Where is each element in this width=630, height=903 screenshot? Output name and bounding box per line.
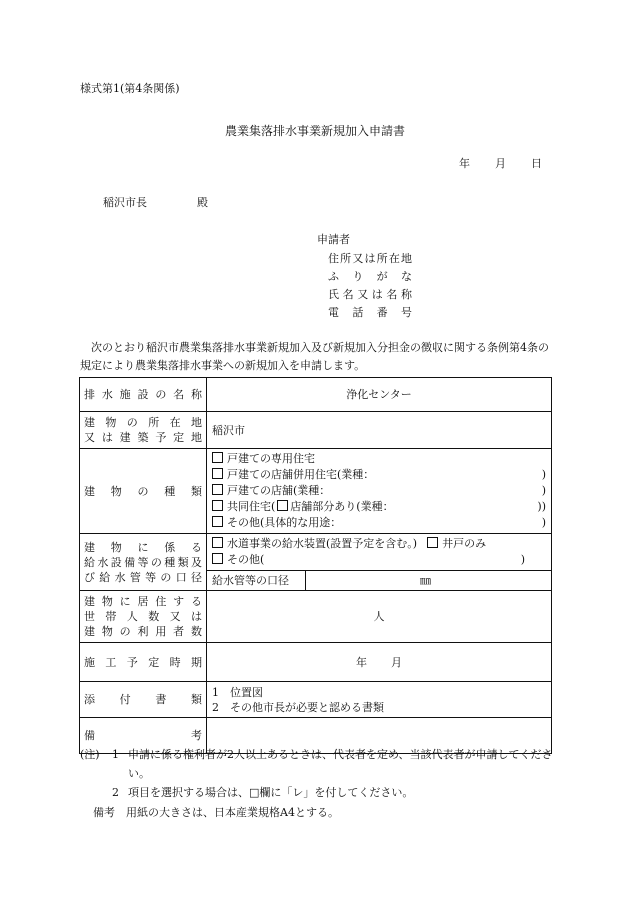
location-row [80, 412, 552, 449]
checkbox[interactable] [212, 468, 223, 479]
occupants-unit: 人 [207, 591, 552, 643]
construction-row [80, 643, 552, 682]
paper-size-remark: 備考 用紙の大きさは、日本産業規格A4とする。 [93, 806, 339, 819]
checkbox[interactable] [212, 452, 223, 463]
applicant-label: 申請者 [317, 233, 350, 246]
attachments-row [80, 682, 552, 718]
note-2-text: 項目を選択する場合は、□欄に「レ」を付してください。 [128, 786, 414, 799]
checkbox[interactable] [212, 500, 223, 511]
water-supply-row [80, 534, 552, 591]
construction-label: 施工予定時期 [84, 655, 202, 669]
water-option-1[interactable]: 水道事業の給水装置(設置予定を含む。) 井戸のみ [212, 536, 546, 552]
attachment-item-2: 2 その他市長が必要と認める書類 [212, 700, 384, 714]
applicant-address-label: 住所又は所在地 [328, 252, 412, 265]
pipe-diameter-unit: ㎜ [420, 574, 431, 587]
pipe-diameter-label: 給水管等の口径 [207, 571, 306, 591]
notes [80, 745, 560, 802]
location-label-2: 又は建築予定地 [84, 431, 202, 444]
occupants-label-3: 建物の利用者数 [84, 625, 202, 638]
checkbox[interactable] [212, 537, 223, 548]
construction-year: 年 [356, 655, 367, 669]
water-label-3: び給水管等の口径 [84, 570, 202, 584]
checkbox[interactable] [212, 516, 223, 527]
building-type-label: 建物の種類 [84, 484, 202, 498]
checkbox[interactable] [277, 500, 288, 511]
checkbox[interactable] [212, 553, 223, 564]
building-type-option-3[interactable]: 戸建ての店舗(業種： ) [212, 483, 546, 499]
water-option-2[interactable]: その他( ) [212, 552, 525, 568]
remarks-label: 備考 [84, 729, 202, 742]
application-statement: 次のとおり稲沢市農業集落排水事業新規加入及び新規加入分担金の徴収に関する条例第4条の規定により農業集落排水事業への新規加入を申請します。 [80, 341, 549, 372]
note-head: (注) [80, 748, 100, 761]
addressee [103, 194, 208, 210]
date-year: 年 [459, 157, 470, 170]
building-type-option-4[interactable]: 共同住宅( 店舗部分あり(業種： )) [212, 499, 546, 515]
occupants-label-2: 世帯人数又は [84, 610, 202, 623]
construction-month: 月 [391, 655, 402, 669]
attachments-label: 添付書類 [84, 693, 202, 706]
date-day: 日 [531, 157, 542, 170]
checkbox[interactable] [427, 537, 438, 548]
location-label-1: 建物の所在地 [84, 416, 202, 429]
note-2-number: 2 [112, 786, 119, 799]
building-type-option-2[interactable]: 戸建ての店舗併用住宅(業種： ) [212, 467, 546, 483]
applicant-phone-label: 電話番号 [328, 306, 412, 319]
checkbox[interactable] [212, 484, 223, 495]
note-2 [80, 783, 560, 802]
note-1 [80, 745, 560, 783]
applicant-furigana-label: ふりがな [328, 270, 412, 283]
water-label-1: 建物に係る [84, 540, 202, 554]
occupants-label-1: 建物に居住する [84, 595, 202, 608]
addressee-name: 稲沢市長 [103, 196, 147, 209]
applicant-name-label: 氏名又は名称 [328, 288, 412, 301]
note-1-text: 申請に係る権利者が2人以上あるときは、代表者を定め、当該代表者が申請してください。 [128, 748, 553, 780]
location-value: 稲沢市 [207, 412, 552, 449]
date-month: 月 [495, 157, 506, 170]
building-type-row [80, 449, 552, 534]
occupants-row [80, 591, 552, 643]
date-line [459, 155, 542, 171]
water-label-2: 給水設備等の種類及 [84, 555, 202, 569]
building-type-option-1[interactable]: 戸建ての専用住宅 [212, 451, 546, 467]
facility-value: 浄化センター [207, 378, 552, 412]
form-number: 様式第1(第4条関係) [80, 82, 180, 95]
facility-row [80, 378, 552, 412]
note-1-number: 1 [112, 748, 119, 761]
facility-label: 排水施設の名称 [84, 388, 202, 401]
application-form-table [79, 377, 552, 754]
honorific: 殿 [197, 196, 208, 209]
building-type-option-5[interactable]: その他(具体的な用途： ) [212, 515, 546, 531]
attachment-item-1: 1 位置図 [212, 685, 263, 699]
document-title: 農業集落排水事業新規加入申請書 [224, 124, 405, 138]
